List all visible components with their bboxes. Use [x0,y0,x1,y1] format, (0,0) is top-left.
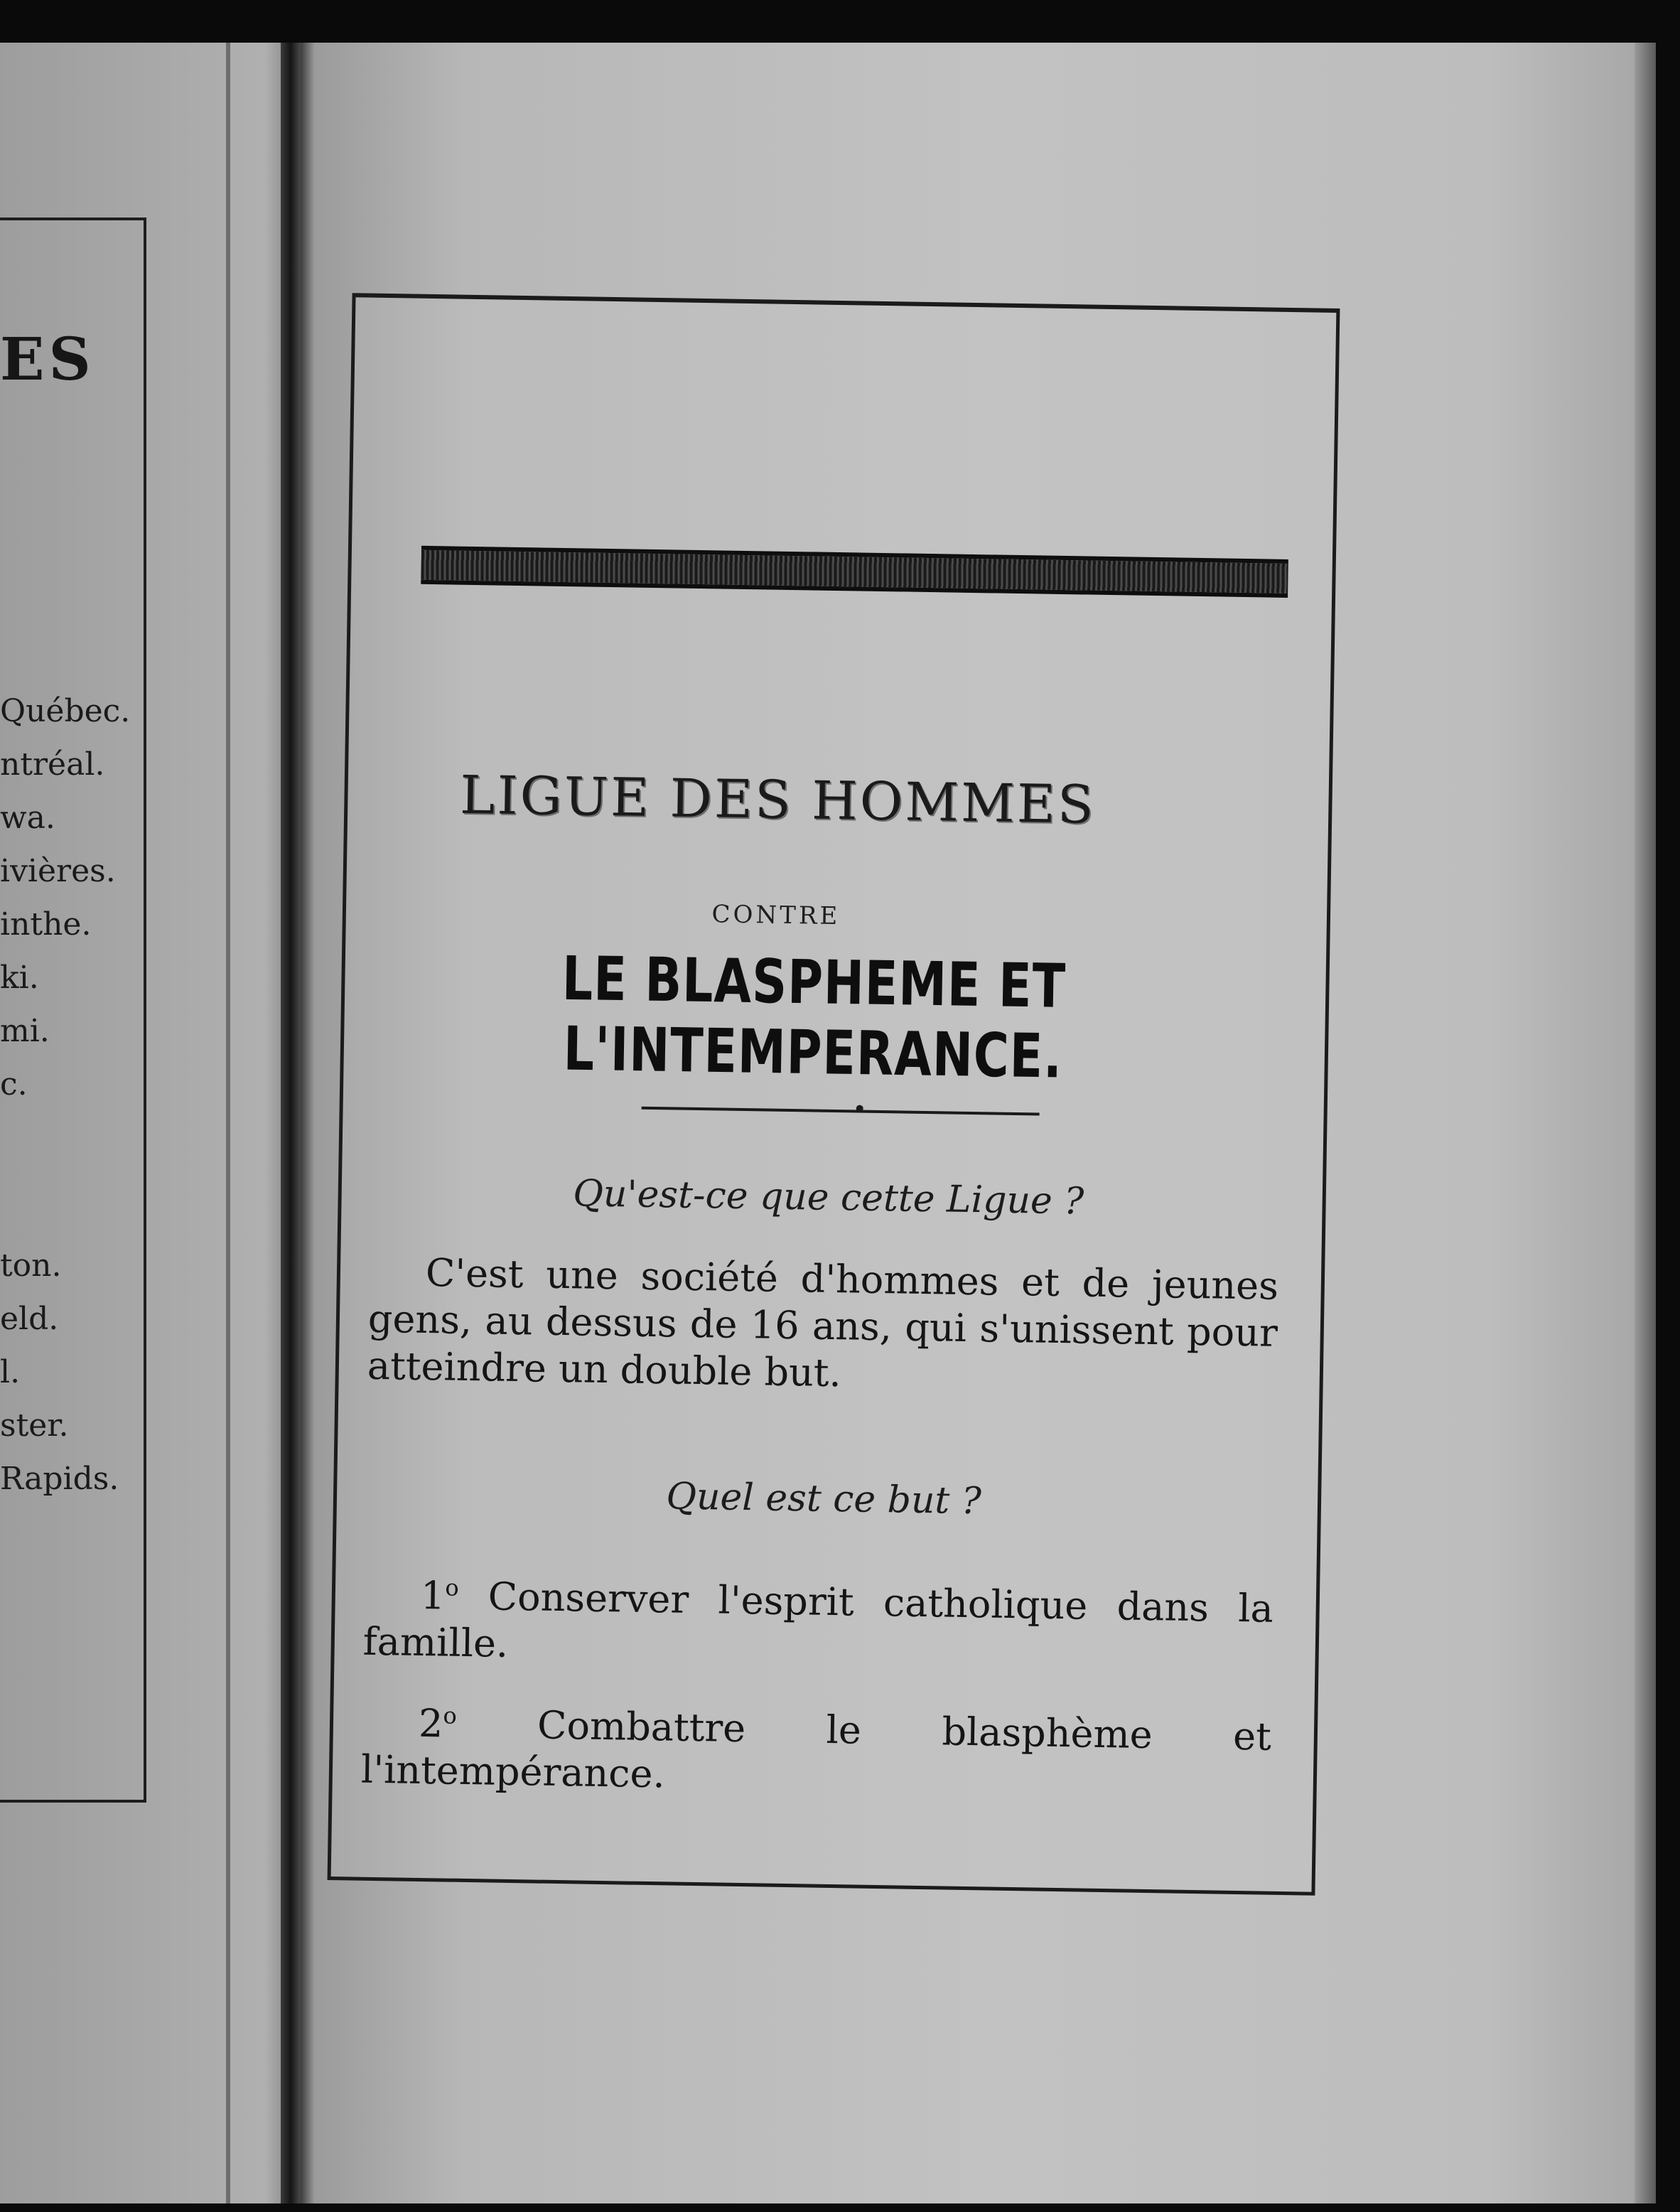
league-card [328,293,1340,1896]
left-page-heading: ES [0,326,95,394]
goal-item-1-ordinal: o [445,1574,459,1601]
goal-item-1 [362,1563,1274,1680]
goal-item-2-ordinal: o [443,1702,458,1729]
goal-item-2 [360,1691,1271,1808]
answer-1: C'est une société d'hommes et de jeunes gens, au dessus de 16 ans, qui s'unissent pour atteindre un double but. [367,1250,1279,1396]
question-2: Quel est ce but ? [665,1475,982,1523]
goal-item-1-number: 1 [420,1572,446,1618]
divider-dot [856,1105,863,1112]
goal-item-2-text: Combattre le blasphème et l'intempérance. [360,1702,1272,1797]
left-page-line: ster. [0,1407,69,1444]
ornamental-rule [421,546,1288,598]
book-fold-line [226,43,230,2203]
scan-top-edge [0,0,1680,43]
left-page-line: c. [0,1066,28,1102]
left-page-line: eld. [0,1301,59,1337]
card-subtitle: LE BLASPHEME ET L'INTEMPERANCE. [561,944,1067,1092]
goal-item-1-text: Conserver l'esprit catholique dans la famille. [362,1574,1274,1666]
goal-item-2-number: 2 [418,1700,443,1746]
left-page-line: mi. [0,1013,50,1049]
divider-rule [642,1107,1040,1116]
left-page-line: ntréal. [0,746,105,783]
card-contre: CONTRE [711,900,841,931]
left-page-line: Rapids. [0,1461,119,1497]
question-1: Qu'est-ce que cette Ligue ? [572,1172,1084,1223]
left-page-line: wa. [0,800,55,836]
left-page-line: ivières. [0,853,116,889]
left-page-line: ki. [0,960,39,996]
left-page-line: Québec. [0,693,131,729]
book-gutter [281,43,301,2203]
left-page-line: l. [0,1354,21,1390]
left-page-line: ton. [0,1247,62,1284]
card-title: LIGUE DES HOMMES [459,764,1097,836]
left-page-frame [0,218,146,1803]
left-page-line: inthe. [0,906,92,943]
